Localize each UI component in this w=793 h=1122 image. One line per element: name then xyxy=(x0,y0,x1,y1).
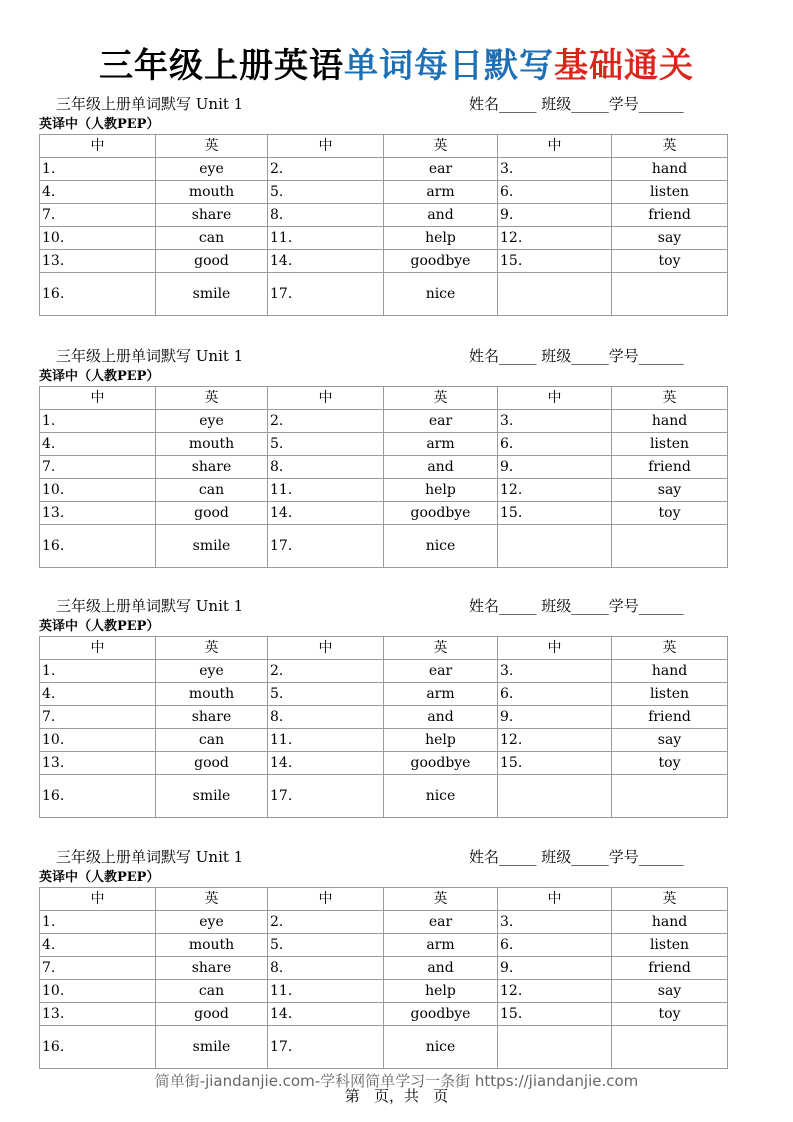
worksheet-subtitle: 英译中（人教PEP） xyxy=(39,619,160,634)
english-word: help xyxy=(384,479,498,502)
column-header: 英 xyxy=(612,888,728,911)
answer-cell[interactable]: 16. xyxy=(40,775,156,818)
column-header: 中 xyxy=(40,637,156,660)
english-word: friend xyxy=(612,204,728,227)
english-word: and xyxy=(384,706,498,729)
english-word: listen xyxy=(612,934,728,957)
english-word: toy xyxy=(612,250,728,273)
worksheet-heading: 三年级上册单词默写 Unit 1 xyxy=(56,597,244,615)
english-word: mouth xyxy=(156,433,268,456)
answer-cell[interactable]: 1. xyxy=(40,410,156,433)
answer-cell[interactable]: 1. xyxy=(40,158,156,181)
table-row xyxy=(40,934,728,957)
english-word: share xyxy=(156,456,268,479)
answer-cell[interactable]: 12. xyxy=(498,227,612,250)
student-info[interactable]: 姓名_____ 班级_____学号______ xyxy=(469,597,684,615)
answer-cell[interactable]: 9. xyxy=(498,957,612,980)
table-row xyxy=(40,204,728,227)
table-row xyxy=(40,1026,728,1069)
worksheet-subtitle: 英译中（人教PEP） xyxy=(39,870,160,885)
english-word: good xyxy=(156,1003,268,1026)
english-word: ear xyxy=(384,911,498,934)
english-word: ear xyxy=(384,158,498,181)
table-header-row xyxy=(40,637,728,660)
answer-cell[interactable] xyxy=(498,775,612,818)
answer-cell[interactable]: 12. xyxy=(498,479,612,502)
english-word: say xyxy=(612,227,728,250)
column-header: 英 xyxy=(156,888,268,911)
english-word: nice xyxy=(384,525,498,568)
answer-cell[interactable]: 8. xyxy=(268,204,384,227)
english-word: help xyxy=(384,227,498,250)
answer-cell[interactable]: 7. xyxy=(40,706,156,729)
english-word: nice xyxy=(384,1026,498,1069)
table-row xyxy=(40,957,728,980)
answer-cell[interactable]: 4. xyxy=(40,934,156,957)
table-row xyxy=(40,502,728,525)
table-row xyxy=(40,410,728,433)
answer-cell[interactable]: 4. xyxy=(40,433,156,456)
answer-cell[interactable]: 11. xyxy=(268,980,384,1003)
worksheet-subtitle: 英译中（人教PEP） xyxy=(39,369,160,384)
english-word: friend xyxy=(612,456,728,479)
answer-cell[interactable]: 12. xyxy=(498,980,612,1003)
worksheet-header xyxy=(39,344,731,368)
answer-cell[interactable]: 11. xyxy=(268,227,384,250)
column-header: 中 xyxy=(268,135,384,158)
word-table xyxy=(39,636,728,818)
english-word: toy xyxy=(612,752,728,775)
answer-cell[interactable] xyxy=(498,1026,612,1069)
table-header-row xyxy=(40,135,728,158)
english-word xyxy=(612,525,728,568)
worksheet-block xyxy=(39,845,731,1069)
english-word: friend xyxy=(612,706,728,729)
column-header: 中 xyxy=(268,637,384,660)
column-header: 中 xyxy=(268,387,384,410)
english-word xyxy=(612,775,728,818)
column-header: 中 xyxy=(498,888,612,911)
english-word: goodbye xyxy=(384,250,498,273)
answer-cell[interactable]: 14. xyxy=(268,502,384,525)
answer-cell[interactable]: 3. xyxy=(498,410,612,433)
english-word: toy xyxy=(612,502,728,525)
table-row xyxy=(40,683,728,706)
english-word: arm xyxy=(384,683,498,706)
english-word: eye xyxy=(156,911,268,934)
answer-cell[interactable]: 1. xyxy=(40,660,156,683)
answer-cell[interactable]: 14. xyxy=(268,752,384,775)
english-word: can xyxy=(156,227,268,250)
answer-cell[interactable]: 1. xyxy=(40,911,156,934)
english-word: hand xyxy=(612,911,728,934)
answer-cell[interactable]: 10. xyxy=(40,980,156,1003)
english-word: eye xyxy=(156,410,268,433)
answer-cell[interactable]: 2. xyxy=(268,911,384,934)
answer-cell[interactable]: 17. xyxy=(268,525,384,568)
page-number: 第 页，共 页 xyxy=(344,1087,449,1105)
answer-cell[interactable] xyxy=(498,273,612,316)
worksheet-subtitle: 英译中（人教PEP） xyxy=(39,117,160,132)
table-row xyxy=(40,250,728,273)
table-row xyxy=(40,752,728,775)
english-word: smile xyxy=(156,525,268,568)
column-header: 中 xyxy=(40,135,156,158)
table-row xyxy=(40,273,728,316)
english-word: goodbye xyxy=(384,1003,498,1026)
table-row xyxy=(40,525,728,568)
table-row xyxy=(40,980,728,1003)
answer-cell[interactable]: 13. xyxy=(40,502,156,525)
english-word: smile xyxy=(156,1026,268,1069)
table-row xyxy=(40,479,728,502)
worksheet-block xyxy=(39,594,731,818)
column-header: 中 xyxy=(498,387,612,410)
title-part-3: 基础通关 xyxy=(554,46,694,86)
english-word: listen xyxy=(612,181,728,204)
english-word: listen xyxy=(612,683,728,706)
answer-cell[interactable]: 14. xyxy=(268,1003,384,1026)
english-word: help xyxy=(384,729,498,752)
table-row xyxy=(40,775,728,818)
english-word: listen xyxy=(612,433,728,456)
answer-cell[interactable]: 10. xyxy=(40,479,156,502)
worksheet-heading: 三年级上册单词默写 Unit 1 xyxy=(56,95,244,113)
english-word: smile xyxy=(156,273,268,316)
answer-cell[interactable]: 2. xyxy=(268,158,384,181)
column-header: 英 xyxy=(612,135,728,158)
answer-cell[interactable]: 9. xyxy=(498,706,612,729)
answer-cell[interactable]: 14. xyxy=(268,250,384,273)
student-info[interactable]: 姓名_____ 班级_____学号______ xyxy=(469,848,684,866)
column-header: 英 xyxy=(156,637,268,660)
english-word: hand xyxy=(612,410,728,433)
table-row xyxy=(40,181,728,204)
column-header: 中 xyxy=(268,888,384,911)
word-table xyxy=(39,134,728,316)
english-word: hand xyxy=(612,660,728,683)
answer-cell[interactable]: 17. xyxy=(268,273,384,316)
english-word: good xyxy=(156,502,268,525)
answer-cell[interactable]: 6. xyxy=(498,683,612,706)
answer-cell[interactable]: 12. xyxy=(498,729,612,752)
english-word xyxy=(612,1026,728,1069)
english-word: eye xyxy=(156,158,268,181)
answer-cell[interactable]: 15. xyxy=(498,752,612,775)
table-header-row xyxy=(40,888,728,911)
answer-cell[interactable]: 17. xyxy=(268,775,384,818)
title-part-1: 三年级上册英语 xyxy=(99,46,344,86)
answer-cell[interactable]: 10. xyxy=(40,729,156,752)
english-word: share xyxy=(156,957,268,980)
worksheet-heading: 三年级上册单词默写 Unit 1 xyxy=(56,848,244,866)
answer-cell[interactable]: 4. xyxy=(40,683,156,706)
worksheet-header xyxy=(39,594,731,618)
answer-cell[interactable]: 7. xyxy=(40,204,156,227)
english-word: mouth xyxy=(156,934,268,957)
answer-cell[interactable]: 7. xyxy=(40,957,156,980)
english-word: goodbye xyxy=(384,752,498,775)
english-word xyxy=(612,273,728,316)
answer-cell[interactable]: 17. xyxy=(268,1026,384,1069)
student-info[interactable]: 姓名_____ 班级_____学号______ xyxy=(469,95,684,113)
answer-cell[interactable]: 6. xyxy=(498,181,612,204)
answer-cell[interactable]: 3. xyxy=(498,911,612,934)
answer-cell[interactable]: 2. xyxy=(268,660,384,683)
source-footer: 简单街-jiandanjie.com-学科网简单学习一条街 https://jiandanjie.com xyxy=(154,1072,639,1090)
column-header: 英 xyxy=(384,387,498,410)
column-header: 英 xyxy=(384,888,498,911)
answer-cell[interactable]: 13. xyxy=(40,752,156,775)
word-table xyxy=(39,386,728,568)
english-word: mouth xyxy=(156,181,268,204)
answer-cell[interactable]: 13. xyxy=(40,250,156,273)
worksheet-block xyxy=(39,92,731,316)
answer-cell[interactable]: 5. xyxy=(268,934,384,957)
answer-cell[interactable]: 5. xyxy=(268,433,384,456)
answer-cell[interactable]: 15. xyxy=(498,250,612,273)
english-word: toy xyxy=(612,1003,728,1026)
answer-cell[interactable]: 7. xyxy=(40,456,156,479)
answer-cell[interactable]: 8. xyxy=(268,957,384,980)
worksheet-header xyxy=(39,845,731,869)
english-word: eye xyxy=(156,660,268,683)
worksheet-block xyxy=(39,344,731,568)
answer-cell[interactable]: 9. xyxy=(498,204,612,227)
answer-cell[interactable]: 5. xyxy=(268,181,384,204)
english-word: good xyxy=(156,250,268,273)
english-word: share xyxy=(156,706,268,729)
table-row xyxy=(40,158,728,181)
table-row xyxy=(40,729,728,752)
page-title xyxy=(0,42,793,90)
table-row xyxy=(40,433,728,456)
answer-cell[interactable]: 16. xyxy=(40,273,156,316)
english-word: ear xyxy=(384,660,498,683)
table-row xyxy=(40,660,728,683)
english-word: and xyxy=(384,456,498,479)
column-header: 英 xyxy=(384,135,498,158)
table-header-row xyxy=(40,387,728,410)
english-word: good xyxy=(156,752,268,775)
answer-cell[interactable]: 6. xyxy=(498,433,612,456)
english-word: goodbye xyxy=(384,502,498,525)
english-word: say xyxy=(612,980,728,1003)
answer-cell[interactable]: 5. xyxy=(268,683,384,706)
answer-cell[interactable]: 11. xyxy=(268,479,384,502)
english-word: can xyxy=(156,980,268,1003)
english-word: arm xyxy=(384,433,498,456)
answer-cell[interactable]: 10. xyxy=(40,227,156,250)
answer-cell[interactable]: 9. xyxy=(498,456,612,479)
column-header: 中 xyxy=(498,637,612,660)
column-header: 中 xyxy=(498,135,612,158)
table-row xyxy=(40,227,728,250)
answer-cell[interactable]: 13. xyxy=(40,1003,156,1026)
english-word: nice xyxy=(384,273,498,316)
english-word: can xyxy=(156,729,268,752)
english-word: share xyxy=(156,204,268,227)
table-row xyxy=(40,706,728,729)
english-word: say xyxy=(612,729,728,752)
english-word: friend xyxy=(612,957,728,980)
column-header: 英 xyxy=(384,637,498,660)
english-word: smile xyxy=(156,775,268,818)
english-word: nice xyxy=(384,775,498,818)
word-table xyxy=(39,887,728,1069)
worksheet-header xyxy=(39,92,731,116)
answer-cell[interactable]: 15. xyxy=(498,502,612,525)
answer-cell[interactable]: 16. xyxy=(40,525,156,568)
english-word: hand xyxy=(612,158,728,181)
answer-cell[interactable]: 2. xyxy=(268,410,384,433)
table-row xyxy=(40,456,728,479)
english-word: and xyxy=(384,204,498,227)
english-word: say xyxy=(612,479,728,502)
english-word: arm xyxy=(384,934,498,957)
column-header: 英 xyxy=(156,387,268,410)
answer-cell[interactable]: 6. xyxy=(498,934,612,957)
english-word: help xyxy=(384,980,498,1003)
column-header: 英 xyxy=(612,387,728,410)
answer-cell[interactable]: 3. xyxy=(498,660,612,683)
english-word: mouth xyxy=(156,683,268,706)
answer-cell[interactable]: 16. xyxy=(40,1026,156,1069)
english-word: arm xyxy=(384,181,498,204)
worksheet-heading: 三年级上册单词默写 Unit 1 xyxy=(56,347,244,365)
answer-cell[interactable]: 8. xyxy=(268,456,384,479)
answer-cell[interactable] xyxy=(498,525,612,568)
answer-cell[interactable]: 3. xyxy=(498,158,612,181)
title-part-2: 单词每日默写 xyxy=(344,46,554,86)
column-header: 中 xyxy=(40,387,156,410)
english-word: can xyxy=(156,479,268,502)
english-word: ear xyxy=(384,410,498,433)
table-row xyxy=(40,911,728,934)
column-header: 英 xyxy=(612,637,728,660)
column-header: 中 xyxy=(40,888,156,911)
column-header: 英 xyxy=(156,135,268,158)
student-info[interactable]: 姓名_____ 班级_____学号______ xyxy=(469,347,684,365)
answer-cell[interactable]: 8. xyxy=(268,706,384,729)
answer-cell[interactable]: 11. xyxy=(268,729,384,752)
answer-cell[interactable]: 15. xyxy=(498,1003,612,1026)
table-row xyxy=(40,1003,728,1026)
answer-cell[interactable]: 4. xyxy=(40,181,156,204)
english-word: and xyxy=(384,957,498,980)
